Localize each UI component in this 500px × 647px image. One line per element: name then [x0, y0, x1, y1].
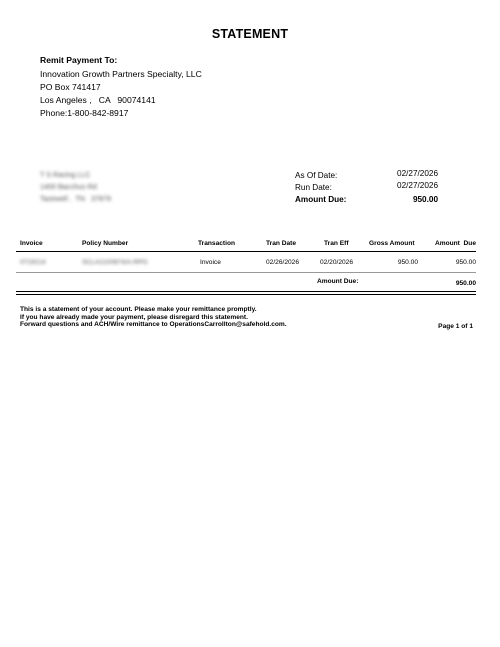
as-of-date-label: As Of Date: [295, 171, 338, 180]
cell-transaction: Invoice [200, 259, 221, 266]
remit-po-box: PO Box 741417 [40, 82, 101, 92]
col-header-tran-eff: Tran Eff [324, 240, 349, 247]
row-rule [16, 272, 476, 273]
total-amount-due-value: 950.00 [455, 280, 476, 287]
remit-phone: Phone:1-800-842-8917 [40, 108, 129, 118]
remit-company: Innovation Growth Partners Specialty, LLC [40, 69, 202, 79]
col-header-gross-amount: Gross Amount [369, 240, 415, 247]
footer-line-2: If you have already made your payment, please disregard this statement. [20, 314, 248, 321]
amount-due-label: Amount Due: [295, 195, 347, 204]
cell-policy-number: SCLA2100874/A-RPG [82, 259, 148, 266]
cell-tran-eff: 02/20/2026 [320, 259, 354, 266]
footer-line-3: Forward questions and ACH/Wire remittance to OperationsCarrollton@safehold.com. [20, 321, 287, 328]
cell-invoice: 0719214 [20, 259, 46, 266]
customer-street: 1400 Bacchus Rd [40, 182, 97, 191]
col-header-invoice: Invoice [20, 240, 43, 247]
amount-due-value: 950.00 [412, 195, 438, 204]
total-rule-2 [16, 294, 476, 295]
run-date-value: 02/27/2026 [397, 181, 438, 190]
as-of-date-value: 02/27/2026 [397, 169, 438, 178]
col-header-amount-due: Amount Due [434, 240, 476, 247]
col-header-transaction: Transaction [198, 240, 236, 247]
col-header-policy-number: Policy Number [82, 240, 129, 247]
cell-amount-due: 950.00 [455, 259, 476, 266]
run-date-label: Run Date: [295, 183, 332, 192]
total-rule-1 [16, 291, 476, 292]
customer-city: Tazewell , TN 37879 [40, 194, 111, 203]
remit-heading: Remit Payment To: [40, 55, 118, 65]
page-number: Page 1 of 1 [438, 323, 473, 330]
header-rule [16, 251, 476, 252]
total-amount-due-label: Amount Due: [317, 278, 359, 285]
remit-city: Los Angeles , CA 90074141 [40, 95, 156, 105]
customer-name: T S Racing LLC [40, 170, 91, 179]
cell-gross-amount: 950.00 [397, 259, 418, 266]
footer-line-1: This is a statement of your account. Please make your remittance promptly. [20, 306, 257, 313]
col-header-tran-date: Tran Date [266, 240, 297, 247]
cell-tran-date: 02/26/2026 [266, 259, 300, 266]
statement-title: STATEMENT [211, 27, 289, 41]
